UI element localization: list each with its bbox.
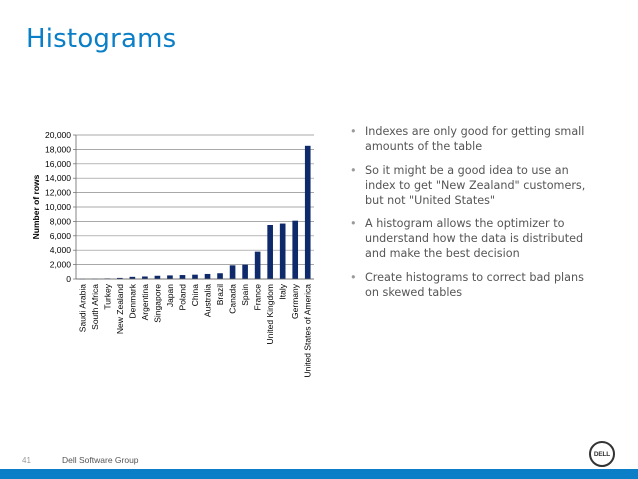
- bullet-text: A histogram allows the optimizer to understand how the data is distributed and make the best decision: [365, 217, 584, 260]
- bar-italy: [280, 224, 286, 279]
- chart-gridlines: [73, 135, 314, 279]
- x-tick-label: South Africa: [89, 284, 100, 330]
- bar-france: [255, 252, 261, 279]
- bullet-text: So it might be a good idea to use an index to get "New Zealand" customers, but not "United States": [365, 163, 586, 207]
- x-tick-label: New Zealand: [114, 284, 125, 335]
- x-tick-label: Germany: [290, 284, 301, 319]
- bullet-text: Create histograms to correct bad plans on skewed tables: [365, 270, 584, 299]
- x-tick-label: Singapore: [152, 284, 163, 323]
- y-tick-label: 14,000: [45, 173, 71, 184]
- y-tick-label: 18,000: [45, 144, 71, 155]
- footer-org-name: Dell Software Group: [62, 455, 139, 465]
- x-tick-label: China: [190, 284, 200, 307]
- bullet-dot-icon: •: [350, 270, 357, 284]
- x-tick-label: France: [252, 284, 263, 311]
- dell-logo-icon: [589, 441, 615, 467]
- slide-title: Histograms: [26, 24, 177, 54]
- bullet-dot-icon: •: [350, 163, 357, 177]
- bar-australia: [205, 274, 211, 279]
- y-tick-label: 10,000: [45, 202, 71, 212]
- bullet-item: [350, 163, 590, 208]
- x-tick-label: Poland: [177, 284, 188, 311]
- bar-spain: [242, 265, 248, 279]
- chart-bars: [79, 146, 310, 280]
- bullet-item: [350, 216, 590, 261]
- page-number: 41: [22, 456, 31, 465]
- x-tick-label: Italy: [277, 284, 288, 300]
- x-tick-label: United Kingdom: [265, 284, 276, 345]
- x-tick-label: Denmark: [127, 284, 138, 319]
- bullet-text: Indexes are only good for getting small amounts of the table: [365, 125, 585, 153]
- bar-germany: [292, 221, 298, 279]
- logo-text: DELL: [593, 450, 611, 458]
- bar-united-kingdom: [267, 225, 273, 279]
- bar-poland: [180, 275, 186, 279]
- bar-united-states-of-america: [305, 146, 311, 279]
- y-axis-label: Number of rows: [31, 174, 41, 240]
- x-tick-label: Argentina: [139, 284, 150, 321]
- x-tick-label: Turkey: [102, 284, 113, 310]
- bullet-item: [350, 124, 590, 154]
- bar-canada: [230, 265, 236, 279]
- bar-singapore: [155, 276, 161, 279]
- x-tick-label: Brazil: [215, 284, 226, 306]
- x-tick-label: Saudi Arabia: [77, 284, 88, 333]
- y-tick-label: 4,000: [49, 245, 71, 256]
- bullet-dot-icon: •: [350, 217, 357, 230]
- y-tick-labels: [45, 130, 71, 284]
- bullet-dot-icon: •: [350, 125, 357, 138]
- y-tick-label: 2,000: [49, 259, 71, 270]
- y-tick-label: 20,000: [45, 130, 71, 140]
- y-tick-label: 0: [66, 274, 71, 284]
- bar-japan: [167, 275, 173, 279]
- x-tick-label: United States of America: [302, 284, 313, 378]
- y-tick-label: 16,000: [45, 158, 71, 169]
- x-tick-labels: [77, 283, 312, 377]
- x-tick-label: Australia: [202, 284, 213, 318]
- y-tick-label: 8,000: [49, 216, 71, 227]
- bar-brazil: [217, 273, 223, 279]
- footer-accent-bar: [0, 469, 638, 479]
- bar-china: [192, 275, 198, 279]
- y-tick-label: 6,000: [49, 230, 71, 241]
- x-tick-label: Spain: [240, 284, 251, 306]
- y-tick-label: 12,000: [45, 187, 71, 198]
- bullet-list: [350, 124, 590, 308]
- x-tick-label: Canada: [227, 284, 238, 314]
- x-tick-label: Japan: [164, 284, 175, 308]
- bullet-item: [350, 270, 590, 300]
